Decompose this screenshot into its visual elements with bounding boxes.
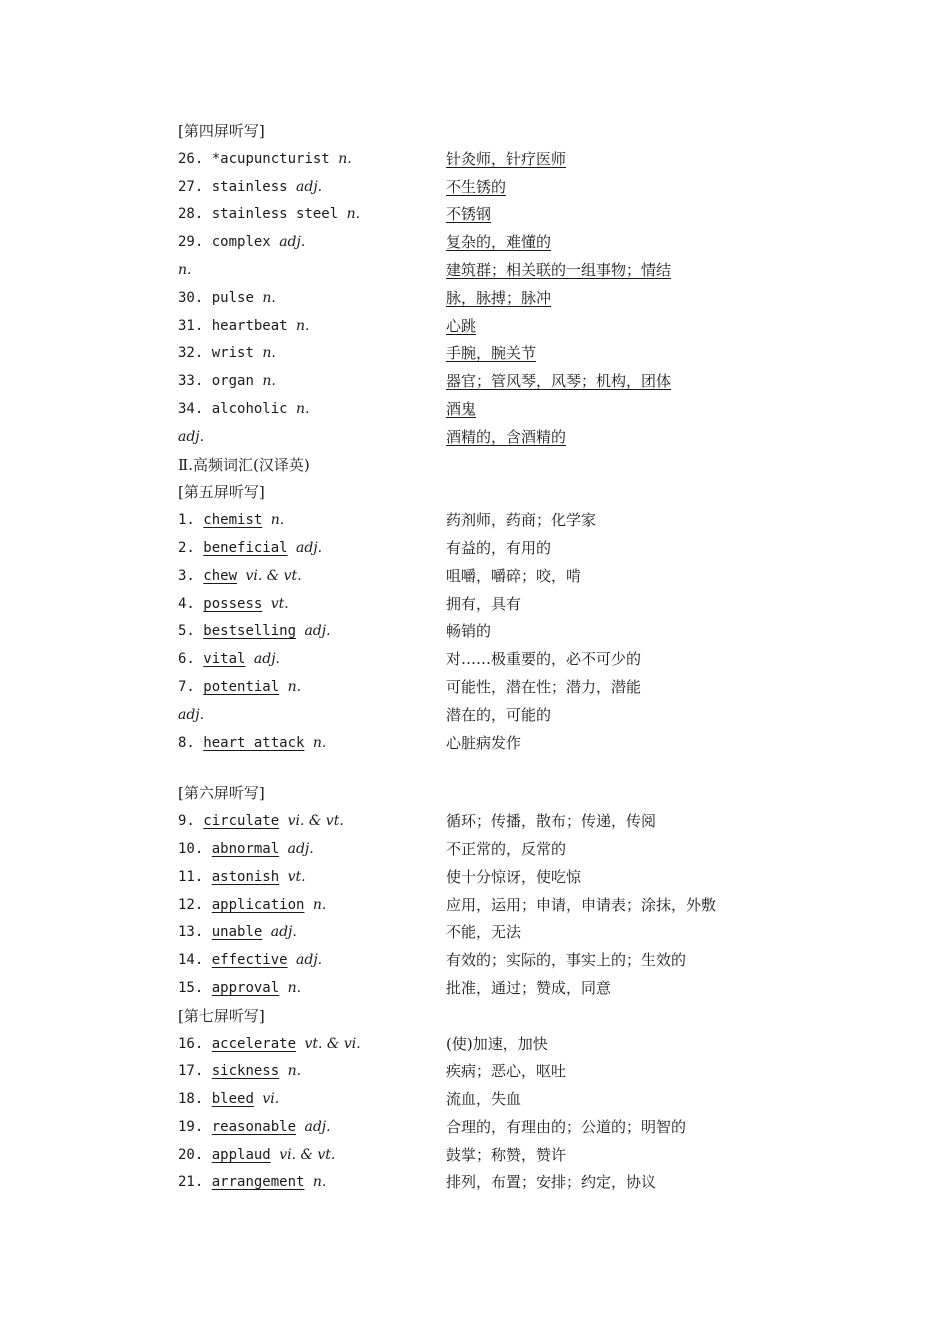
entry-meaning-cell (446, 892, 818, 920)
entry-word: sickness (211, 1063, 280, 1080)
vocab-entry-row (178, 1031, 818, 1059)
entry-meaning-cell (446, 1031, 818, 1059)
entry-part-of-speech: vi. & vt. (279, 1146, 336, 1163)
vocab-entry-row (178, 808, 818, 836)
entry-word: pulse (211, 289, 254, 306)
entry-term (178, 368, 446, 396)
vocab-entry-row (178, 368, 818, 396)
entry-meaning-cell (446, 975, 818, 1003)
entry-meaning-cell (446, 1142, 818, 1170)
entry-meaning-cell (446, 313, 818, 341)
entry-part-of-speech: n. (287, 678, 302, 695)
vocabulary-list (178, 118, 818, 1197)
entry-meaning: 有效的；实际的，事实上的；生效的 (446, 951, 687, 970)
entry-word: abnormal (211, 840, 280, 857)
entry-part-of-speech: n. (312, 734, 327, 751)
vocab-entry-row (178, 864, 818, 892)
entry-meaning: 不能，无法 (446, 923, 522, 942)
entry-meaning-cell (446, 424, 818, 452)
entry-word: *acupuncturist (211, 150, 330, 167)
vocab-entry-row (178, 174, 818, 202)
entry-number: 2. (178, 539, 195, 556)
entry-part-of-speech: n. (287, 979, 302, 996)
vocab-entry-row (178, 947, 818, 975)
entry-meaning: 循环；传播，散布；传递，传阅 (446, 812, 657, 831)
entry-term (178, 702, 446, 730)
entry-part-of-speech: adj. (287, 840, 314, 857)
vocab-entry-row (178, 313, 818, 341)
entry-term (178, 1058, 446, 1086)
section-heading-screen-5: [第五屏听写] (178, 483, 265, 502)
entry-part-of-speech: n. (262, 289, 276, 306)
entry-part-of-speech: n. (270, 512, 285, 529)
entry-part-of-speech: adj. (296, 178, 323, 195)
entry-meaning: 不生锈的 (446, 177, 507, 196)
entry-meaning: 合理的，有理由的；公道的；明智的 (446, 1117, 687, 1136)
entry-meaning-cell (446, 864, 818, 892)
entry-number: 33. (178, 373, 204, 390)
entry-word: stainless (211, 178, 288, 195)
entry-number: 32. (178, 345, 204, 362)
entry-meaning-cell (446, 340, 818, 368)
entry-term (178, 919, 446, 947)
entry-meaning: 不锈钢 (446, 205, 492, 224)
section-heading-screen-4: [第四屏听写] (178, 122, 265, 140)
entry-part-of-speech: adj. (296, 539, 323, 556)
entry-number: 21. (178, 1174, 204, 1191)
entry-meaning-cell (446, 618, 818, 646)
entry-word: beneficial (203, 539, 288, 556)
section-screen-6 (178, 808, 818, 1003)
entry-meaning: 鼓掌；称赞，赞许 (446, 1145, 567, 1164)
entry-term (178, 1169, 446, 1197)
entry-term (178, 396, 446, 424)
entry-meaning-cell (446, 396, 818, 424)
entry-word: astonish (211, 868, 280, 885)
section-heading-screen-7: [第七屏听写] (178, 1006, 265, 1025)
vocab-entry-row (178, 646, 818, 674)
section-screen-7 (178, 1031, 818, 1198)
entry-part-of-speech: adj. (178, 706, 205, 723)
entry-meaning: 药剂师，药商；化学家 (446, 511, 597, 530)
entry-meaning-cell (446, 730, 818, 758)
entry-term (178, 563, 446, 591)
entry-part-of-speech: vt. (270, 595, 289, 612)
entry-number: 19. (178, 1118, 204, 1135)
entry-meaning-cell (446, 702, 818, 730)
entry-number: 20. (178, 1146, 204, 1163)
entry-part-of-speech: n. (312, 896, 327, 913)
entry-word: heart attack (203, 734, 305, 751)
entry-word: bestselling (203, 623, 297, 640)
entry-word: potential (203, 678, 280, 695)
entry-number: 18. (178, 1091, 204, 1108)
entry-meaning: 有益的，有用的 (446, 538, 552, 557)
entry-meaning: 手腕，腕关节 (446, 344, 537, 363)
entry-term (178, 947, 446, 975)
entry-part-of-speech: n. (296, 400, 310, 417)
entry-word: effective (211, 952, 288, 969)
entry-term (178, 535, 446, 563)
entry-meaning-cell (446, 919, 818, 947)
vocab-entry-row (178, 563, 818, 591)
entry-part-of-speech: n. (262, 345, 276, 362)
entry-number: 3. (178, 567, 195, 584)
vocab-entry-row (178, 1058, 818, 1086)
entry-number: 1. (178, 512, 195, 529)
entry-meaning-cell (446, 174, 818, 202)
entry-meaning: 建筑群；相关联的一组事物；情结 (446, 260, 672, 279)
entry-number: 26. (178, 150, 204, 167)
entry-meaning: 脉，脉搏；脉冲 (446, 288, 552, 307)
vocab-entry-row (178, 702, 818, 730)
entry-meaning-cell (446, 947, 818, 975)
entry-meaning-cell (446, 563, 818, 591)
entry-word: vital (203, 651, 246, 668)
entry-part-of-speech: vi. & vt. (245, 567, 302, 584)
entry-number: 27. (178, 178, 204, 195)
entry-meaning: 对……极重要的，必不可少的 (446, 650, 642, 669)
entry-part-of-speech: n. (312, 1174, 327, 1191)
entry-number: 15. (178, 979, 204, 996)
entry-term (178, 674, 446, 702)
section-screen-5 (178, 507, 818, 757)
entry-meaning: 批准，通过；赞成，同意 (446, 978, 612, 997)
entry-part-of-speech: n. (338, 150, 352, 167)
vocab-entry-row (178, 535, 818, 563)
entry-term (178, 313, 446, 341)
entry-meaning: 潜在的，可能的 (446, 705, 552, 724)
entry-part-of-speech: vi. (262, 1091, 280, 1108)
entry-meaning: (使)加速，加快 (446, 1034, 548, 1053)
entry-meaning-cell (446, 836, 818, 864)
entry-word: alcoholic (211, 400, 288, 417)
entry-term (178, 174, 446, 202)
entry-meaning: 使十分惊讶，使吃惊 (446, 867, 582, 886)
entry-word: applaud (211, 1146, 271, 1163)
entry-meaning: 咀嚼，嚼碎；咬，啃 (446, 566, 582, 585)
vocab-entry-row (178, 1169, 818, 1197)
entry-meaning-cell (446, 229, 818, 257)
entry-part-of-speech: vt. (287, 868, 306, 885)
entry-term (178, 646, 446, 674)
vocab-entry-row (178, 591, 818, 619)
entry-term (178, 257, 446, 285)
entry-meaning-cell (446, 201, 818, 229)
entry-word: accelerate (211, 1035, 297, 1052)
entry-number: 17. (178, 1063, 204, 1080)
entry-term (178, 975, 446, 1003)
entry-number: 9. (178, 813, 195, 830)
entry-meaning-cell (446, 646, 818, 674)
vocab-entry-row (178, 229, 818, 257)
entry-term (178, 1114, 446, 1142)
entry-number: 28. (178, 206, 204, 223)
entry-term (178, 340, 446, 368)
entry-number: 6. (178, 651, 195, 668)
entry-word: chemist (203, 512, 263, 529)
vocab-entry-row (178, 396, 818, 424)
vocab-entry-row (178, 424, 818, 452)
entry-word: circulate (203, 813, 280, 830)
entry-meaning: 畅销的 (446, 622, 492, 641)
entry-word: application (211, 896, 305, 913)
entry-meaning: 应用，运用；申请，申请表；涂抹，外敷 (446, 895, 717, 914)
entry-part-of-speech: n. (346, 206, 361, 223)
entry-part-of-speech: adj. (296, 952, 323, 969)
entry-term (178, 591, 446, 619)
entry-number: 4. (178, 595, 195, 612)
vocab-entry-row (178, 618, 818, 646)
entry-part-of-speech: adj. (279, 234, 306, 251)
entry-meaning-cell (446, 535, 818, 563)
entry-meaning-cell (446, 146, 818, 174)
entry-term (178, 1031, 446, 1059)
entry-term (178, 808, 446, 836)
entry-word: organ (211, 373, 254, 390)
entry-term (178, 864, 446, 892)
vocab-entry-row (178, 340, 818, 368)
section-screen-4 (178, 146, 818, 452)
entry-meaning-cell (446, 1086, 818, 1114)
entry-number: 7. (178, 678, 195, 695)
entry-meaning-cell (446, 507, 818, 535)
vocab-entry-row (178, 975, 818, 1003)
section-heading-screen-6: [第六屏听写] (178, 784, 265, 803)
entry-number: 11. (178, 868, 204, 885)
entry-meaning: 不正常的，反常的 (446, 839, 567, 858)
entry-part-of-speech: adj. (178, 428, 205, 445)
entry-term (178, 618, 446, 646)
entry-meaning-cell (446, 285, 818, 313)
entry-part-of-speech: adj. (270, 924, 297, 941)
entry-part-of-speech: adj. (253, 651, 280, 668)
vocab-entry-row (178, 201, 818, 229)
entry-part-of-speech: n. (262, 373, 276, 390)
entry-term (178, 424, 446, 452)
entry-number: 8. (178, 734, 195, 751)
section-title-high-frequency: Ⅱ.高频词汇(汉译英) (178, 455, 310, 474)
entry-word: reasonable (211, 1118, 297, 1135)
entry-number: 14. (178, 952, 204, 969)
entry-part-of-speech: adj. (304, 623, 331, 640)
entry-word: chew (203, 567, 238, 584)
vocab-entry-row (178, 507, 818, 535)
vocab-entry-row (178, 1114, 818, 1142)
entry-word: stainless steel (211, 206, 339, 223)
entry-meaning: 心脏病发作 (446, 733, 522, 752)
entry-number: 31. (178, 317, 204, 334)
entry-word: arrangement (211, 1174, 305, 1191)
entry-meaning-cell (446, 1058, 818, 1086)
entry-word: heartbeat (211, 317, 288, 334)
entry-word: bleed (211, 1091, 254, 1108)
entry-number: 5. (178, 623, 195, 640)
entry-meaning-cell (446, 1114, 818, 1142)
vocab-entry-row (178, 730, 818, 758)
entry-meaning: 排列，布置；安排；约定，协议 (446, 1173, 657, 1192)
vocab-entry-row (178, 257, 818, 285)
vocab-entry-row (178, 836, 818, 864)
vocab-entry-row (178, 919, 818, 947)
entry-word: complex (211, 234, 271, 251)
entry-term (178, 892, 446, 920)
vocab-entry-row (178, 146, 818, 174)
entry-part-of-speech: n. (287, 1063, 302, 1080)
entry-word: possess (203, 595, 263, 612)
entry-number: 30. (178, 289, 204, 306)
entry-meaning-cell (446, 591, 818, 619)
entry-meaning: 酒鬼 (446, 399, 477, 418)
entry-meaning: 酒精的，含酒精的 (446, 427, 567, 446)
entry-term (178, 1142, 446, 1170)
entry-meaning: 针灸师，针疗医师 (446, 149, 567, 168)
entry-number: 10. (178, 840, 204, 857)
entry-term (178, 1086, 446, 1114)
entry-number: 13. (178, 924, 204, 941)
entry-term (178, 836, 446, 864)
entry-number: 12. (178, 896, 204, 913)
entry-part-of-speech: n. (178, 261, 192, 278)
entry-meaning-cell (446, 368, 818, 396)
vocab-entry-row (178, 1142, 818, 1170)
entry-meaning: 可能性，潜在性；潜力，潜能 (446, 677, 642, 696)
entry-meaning: 流血，失血 (446, 1090, 522, 1109)
entry-meaning-cell (446, 1169, 818, 1197)
entry-meaning-cell (446, 257, 818, 285)
entry-meaning: 复杂的，难懂的 (446, 233, 552, 252)
entry-word: approval (211, 979, 280, 996)
entry-meaning: 器官；管风琴，风琴；机构，团体 (446, 372, 672, 391)
entry-meaning-cell (446, 808, 818, 836)
entry-part-of-speech: n. (296, 317, 310, 334)
entry-meaning: 疾病；恶心，呕吐 (446, 1062, 567, 1081)
entry-number: 16. (178, 1035, 204, 1052)
vocab-entry-row (178, 285, 818, 313)
entry-meaning: 心跳 (446, 316, 477, 335)
vocab-entry-row (178, 674, 818, 702)
entry-term (178, 229, 446, 257)
entry-term (178, 730, 446, 758)
entry-word: wrist (211, 345, 254, 362)
entry-part-of-speech: vt. & vi. (304, 1035, 361, 1052)
entry-number: 34. (178, 400, 204, 417)
vocab-entry-row (178, 892, 818, 920)
entry-meaning-cell (446, 674, 818, 702)
entry-part-of-speech: adj. (304, 1118, 331, 1135)
entry-term (178, 201, 446, 229)
entry-part-of-speech: vi. & vt. (287, 813, 344, 830)
entry-term (178, 285, 446, 313)
entry-meaning: 拥有，具有 (446, 594, 522, 613)
entry-term (178, 146, 446, 174)
entry-term (178, 507, 446, 535)
vocab-entry-row (178, 1086, 818, 1114)
entry-number: 29. (178, 234, 204, 251)
entry-word: unable (211, 924, 263, 941)
